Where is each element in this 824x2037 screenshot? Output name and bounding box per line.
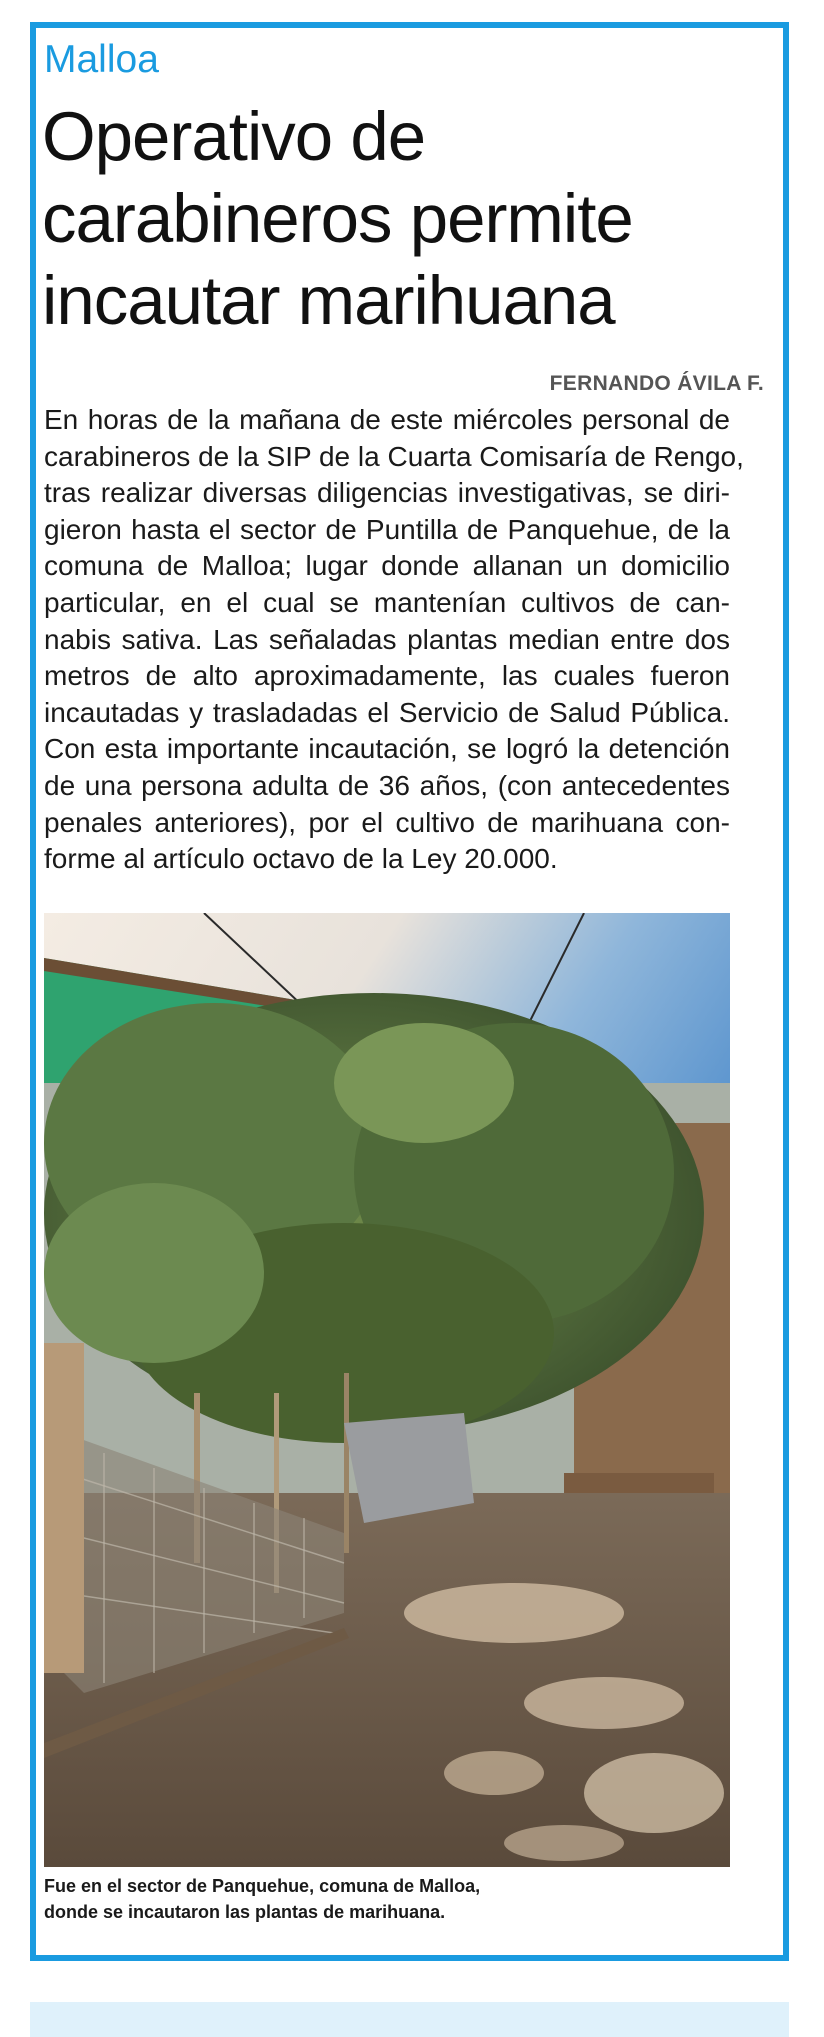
body-line: gieron hasta el sector de Puntilla de Panquehue, de la (44, 513, 730, 545)
body-line: comuna de Malloa; lugar donde allanan un domicilio (44, 550, 730, 582)
section-label: Malloa (44, 38, 159, 81)
cannabis-plants-photo (44, 913, 730, 1867)
body-line: incautadas y trasladadas el Servicio de Salud Pública. (44, 696, 730, 728)
body-line: metros de alto aproximadamente, las cuales fueron (44, 660, 730, 692)
body-line: nabis sativa. Las señaladas plantas median entre dos (44, 623, 730, 655)
body-line: particular, en el cual se mantenían cultivos de can- (44, 586, 730, 618)
body-line: forme al artículo octavo de la Ley 20.000. (44, 843, 558, 875)
body-line: penales anteriores), por el cultivo de marihuana con- (44, 806, 730, 838)
article-photo (44, 913, 730, 1867)
caption-line: Fue en el sector de Panquehue, comuna de Malloa, (44, 1876, 481, 1896)
body-line: Con esta importante incautación, se logró la detención (44, 733, 730, 765)
body-line: tras realizar diversas diligencias investigativas, se diri- (44, 477, 730, 509)
headline-line: carabineros permite (42, 180, 633, 257)
caption-line: donde se incautaron las plantas de marihuana. (44, 1902, 446, 1922)
headline (42, 96, 742, 342)
photo-caption (44, 1873, 730, 1925)
headline-line: Operativo de (42, 98, 426, 175)
next-article-band (30, 2002, 789, 2037)
byline: FERNANDO ÁVILA F. (549, 372, 764, 395)
body-line: En horas de la mañana de este miércoles personal de (44, 404, 730, 435)
body-line: carabineros de la SIP de la Cuarta Comisaría de Rengo, (44, 440, 744, 472)
article-body (44, 402, 744, 878)
body-line: de una persona adulta de 36 años, (con antecedentes (44, 769, 730, 801)
headline-line: incautar marihuana (42, 262, 615, 339)
